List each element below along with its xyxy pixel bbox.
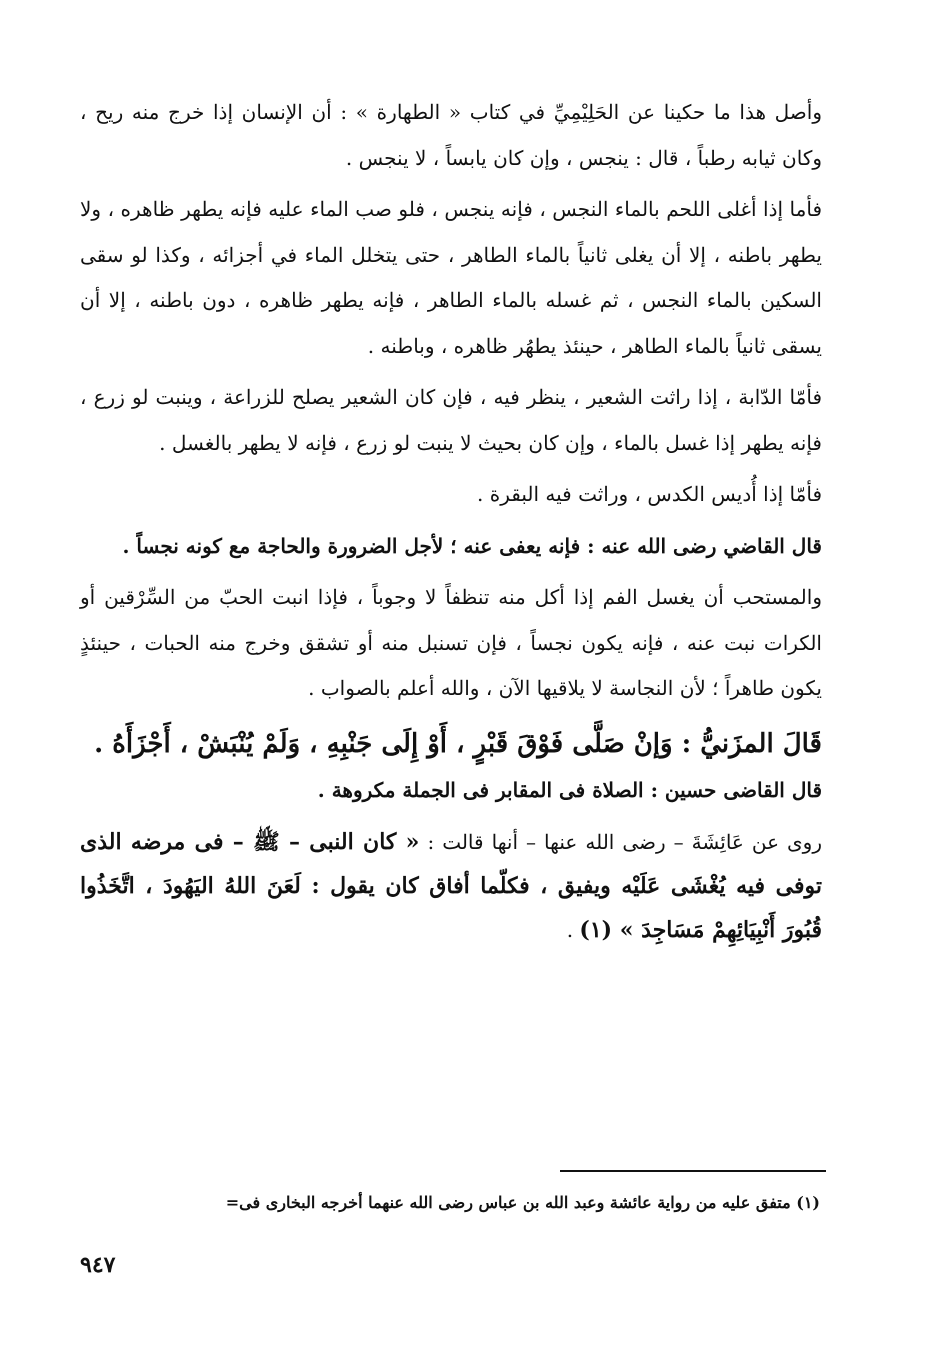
qadi-husayn-statement: قال القاضى حسين : الصلاة فى المقابر فى الجملة مكروهة . bbox=[317, 777, 822, 802]
footnote-divider bbox=[560, 1170, 826, 1172]
page-body bbox=[80, 90, 822, 952]
page-number: ٩٤٧ bbox=[80, 1252, 116, 1278]
hadith-end: . bbox=[566, 917, 580, 942]
mazni-heading: قَالَ المزَنيُّ : وَإنْ صَلَّى فَوْقَ قَبْرٍ ، أَوْ إِلَى جَنْبِهِ ، وَلَمْ يُنْبَشْ ، أَجْزَأَهُ . bbox=[94, 728, 822, 759]
paragraph-4: فأمّا إذا أُديس الكدس ، وراثت فيه البقرة . bbox=[477, 482, 822, 506]
paragraph-5: قال القاضي رضى الله عنه : فإنه يعفى عنه ؛ لأجل الضرورة والحاجة مع كونه نجساً . bbox=[122, 533, 822, 558]
paragraph-1: وأصل هذا ما حكينا عن الحَلِيْمِيِّ في كتاب « الطهارة » : أن الإنسان إذا خرج منه ريح ، وكان ثيابه رطباً ، قال : ينجس ، وإن كان يابساً ، لا ينجس . bbox=[80, 100, 822, 170]
paragraph-2: فأما إذا أغلى اللحم بالماء النجس ، فإنه ينجس ، فلو صب الماء عليه فإنه يطهر ظاهره ، ولا يطهر باطنه ، إلا أن يغلى ثانياً بالماء الطاهر ، حتى يتخلل الماء في أجزائه ، وكذا لو سقى السكين بالماء النجس ، ثم غسله بالماء الطاهر ، فإنه يطهر ظاهره ، دون باطنه ، إلا أن يسقى ثانياً بالماء الطاهر ، حينئذ يطهُر ظاهره ، وباطنه . bbox=[80, 197, 822, 358]
hadith-intro: روى عن عَائِشَةَ – رضى الله عنها – أنها قالت : bbox=[419, 829, 822, 854]
footnote: (١) متفق عليه من رواية عائشة وعبد الله بن عباس رضى الله عنهما أخرجه البخارى فى= bbox=[225, 1193, 820, 1212]
hadith-paragraph bbox=[80, 820, 822, 952]
paragraph-6: والمستحب أن يغسل الفم إذا أكل منه تنظفاً لا وجوباً ، فإذا انبت الحبّ من السِّرْقين أو الكرات نبت عنه ، فإنه يكون نجساً ، فإن تسنبل منه أو تشقق وخرج منه الحبات ، حينئذٍ يكون طاهراً ؛ لأن النجاسة لا يلاقيها الآن ، والله أعلم بالصواب . bbox=[80, 585, 822, 700]
hadith-quote: « كان النبى – ﷺ – فى مرضه الذى توفى فيه يُغْشَى عَلَيْه ويفيق ، فكلّما أفاق كان يقول : لَعَنَ اللهُ اليَهُودَ ، اتَّخَذُوا قُبُورَ أَنْبِيَائِهِمْ مَسَاجِدَ » (١) bbox=[80, 828, 822, 943]
paragraph-3: فأمّا الدّابة ، إذا راثت الشعير ، ينظر فيه ، فإن كان الشعير يصلح للزراعة ، وينبت لو زرع ، فإنه يطهر إذا غسل بالماء ، وإن كان بحيث لا ينبت لو زرع ، فإنه لا يطهر بالغسل . bbox=[80, 385, 822, 455]
